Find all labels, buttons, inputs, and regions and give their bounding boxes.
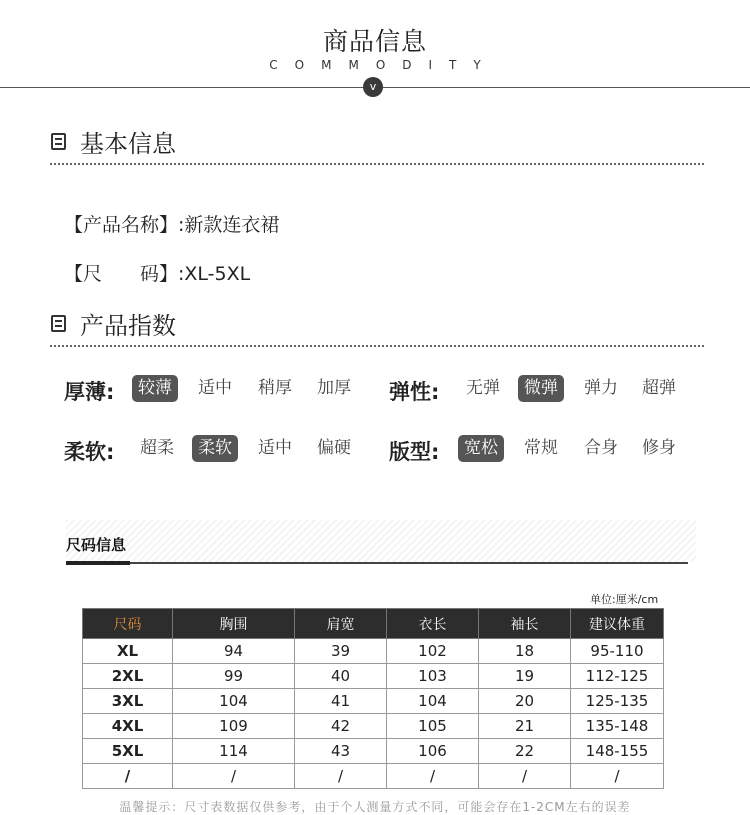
size-disclaimer: 温馨提示：尺寸表数据仅供参考，由于个人测量方式不同，可能会存在1-2CM左右的误差	[119, 800, 631, 814]
table-cell: 94	[173, 639, 295, 664]
table-cell: 106	[387, 739, 479, 764]
table-cell: 2XL	[83, 664, 173, 689]
column-header-weight: 建议体重	[571, 609, 664, 639]
index-option: 无弹	[466, 378, 500, 398]
table-cell: 43	[295, 739, 387, 764]
table-cell: 148-155	[571, 739, 664, 764]
index-label-thickness: 厚薄:	[64, 380, 115, 404]
table-cell: 112-125	[571, 664, 664, 689]
table-cell: 19	[479, 664, 571, 689]
column-header-chest: 胸围	[173, 609, 295, 639]
table-cell: 18	[479, 639, 571, 664]
index-option: 适中	[258, 438, 292, 458]
table-cell: 104	[173, 689, 295, 714]
unit-label: 单位:厘米/cm	[590, 593, 659, 606]
table-row	[83, 764, 664, 789]
index-option: 弹力	[584, 378, 618, 398]
chevron-down-icon: v	[363, 77, 383, 97]
table-row	[83, 739, 664, 764]
document-icon	[51, 133, 66, 150]
index-option: 超柔	[140, 438, 174, 458]
page-title: 商品信息	[322, 27, 427, 56]
index-option: 微弹	[518, 375, 564, 402]
section-title-basic-info: 基本信息	[80, 130, 176, 158]
section-title-product-index: 产品指数	[80, 312, 176, 340]
table-row	[83, 639, 664, 664]
dotted-divider	[50, 163, 704, 165]
section-title-size-info: 尺码信息	[66, 536, 127, 554]
column-header-length: 衣长	[387, 609, 479, 639]
table-cell: 114	[173, 739, 295, 764]
column-header-sleeve: 袖长	[479, 609, 571, 639]
table-cell: 3XL	[83, 689, 173, 714]
size-table	[82, 608, 664, 789]
index-option: 超弹	[642, 378, 676, 398]
index-label-softness: 柔软:	[64, 440, 115, 464]
table-cell: 135-148	[571, 714, 664, 739]
table-cell: 42	[295, 714, 387, 739]
info-row-size	[64, 259, 250, 286]
table-cell: 105	[387, 714, 479, 739]
info-value: :XL-5XL	[178, 263, 251, 285]
index-option: 宽松	[458, 435, 504, 462]
info-row-product-name	[64, 210, 279, 237]
table-cell: 22	[479, 739, 571, 764]
info-label: 【尺 码】	[64, 263, 179, 285]
table-cell: XL	[83, 639, 173, 664]
table-cell: 41	[295, 689, 387, 714]
table-header-row	[83, 609, 664, 639]
table-cell: 102	[387, 639, 479, 664]
index-option: 较薄	[132, 375, 178, 402]
table-cell: 104	[387, 689, 479, 714]
index-label-elasticity: 弹性:	[389, 380, 440, 404]
index-option: 常规	[524, 438, 558, 458]
size-title-band	[66, 520, 696, 562]
column-header-size: 尺码	[83, 609, 173, 639]
table-cell: /	[295, 764, 387, 789]
table-cell: /	[83, 764, 173, 789]
index-option: 合身	[584, 438, 618, 458]
table-row	[83, 664, 664, 689]
table-cell: /	[479, 764, 571, 789]
column-header-shoulder: 肩宽	[295, 609, 387, 639]
table-cell: 40	[295, 664, 387, 689]
index-option: 适中	[198, 378, 232, 398]
table-cell: /	[173, 764, 295, 789]
table-cell: 103	[387, 664, 479, 689]
index-option: 稍厚	[258, 378, 292, 398]
table-cell: 21	[479, 714, 571, 739]
table-row	[83, 689, 664, 714]
table-cell: 95-110	[571, 639, 664, 664]
table-cell: 39	[295, 639, 387, 664]
table-cell: /	[387, 764, 479, 789]
table-cell: 5XL	[83, 739, 173, 764]
size-title-underline	[66, 562, 688, 564]
table-cell: 4XL	[83, 714, 173, 739]
size-title-underline-accent	[66, 561, 130, 565]
info-value: :新款连衣裙	[178, 214, 280, 236]
table-cell: 20	[479, 689, 571, 714]
document-icon	[51, 315, 66, 332]
index-option: 偏硬	[317, 438, 351, 458]
index-option: 修身	[642, 438, 676, 458]
table-row	[83, 714, 664, 739]
page-subtitle: COMMODITY	[269, 58, 498, 72]
table-cell: 125-135	[571, 689, 664, 714]
table-cell: 99	[173, 664, 295, 689]
dotted-divider	[50, 345, 704, 347]
index-option: 加厚	[317, 378, 351, 398]
index-label-fit: 版型:	[389, 440, 440, 464]
index-option: 柔软	[192, 435, 238, 462]
info-label: 【产品名称】	[64, 214, 179, 236]
table-cell: 109	[173, 714, 295, 739]
table-cell: /	[571, 764, 664, 789]
